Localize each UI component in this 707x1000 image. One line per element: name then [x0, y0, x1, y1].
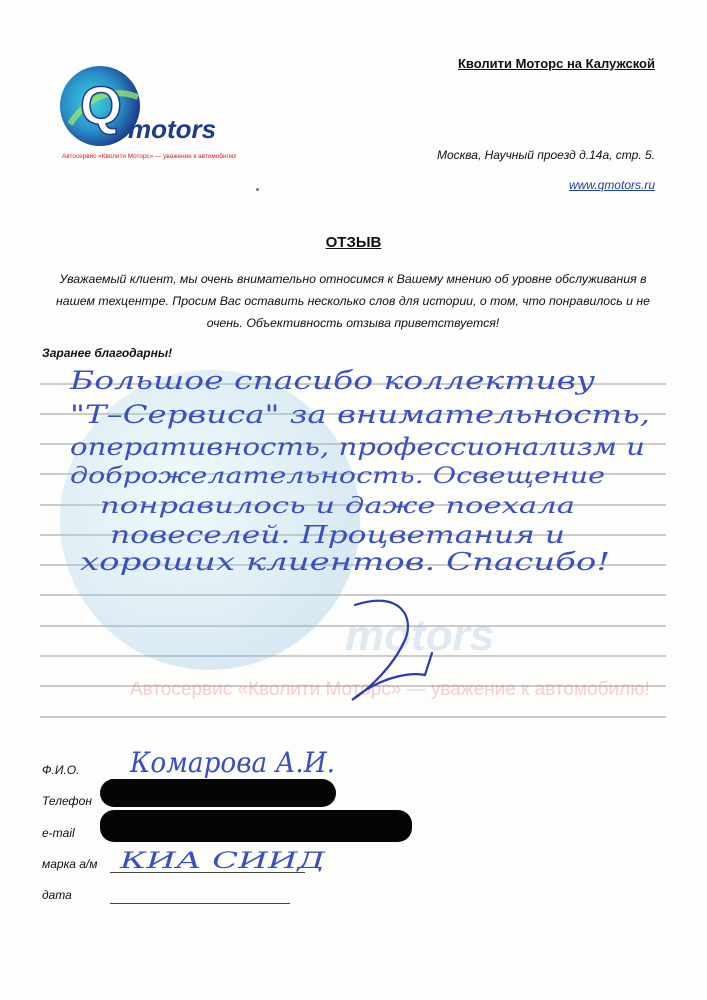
logo-letter: Q [80, 76, 123, 136]
review-line-5: понравилось и даже поехала [100, 494, 575, 519]
qmotors-logo [58, 62, 248, 162]
website-link[interactable]: www.qmotors.ru [568, 178, 655, 192]
intro-text: Уважаемый клиент, мы очень внимательно относимся к Вашему мнению об уровне обслуживания в нашем техцентре. Просим Вас оставить несколько слов для истории, о том, что понравилось и не очень. Объективность отзыва приветствуется! [55, 272, 651, 330]
stray-dot [256, 188, 259, 191]
email-label: e-mail [42, 826, 75, 840]
company-name: Кволити Моторс на Калужской [458, 56, 655, 71]
review-line-2: "Т–Сервиса" за внимательность, [70, 400, 650, 429]
car-value: КИА СИИД [118, 849, 327, 874]
fio-label: Ф.И.О. [42, 763, 80, 777]
page-title: ОТЗЫВ [325, 234, 382, 251]
review-line-6: повеселей. Процветания и [110, 521, 565, 549]
fio-value: Комарова А.И. [129, 746, 335, 779]
watermark-tagline: Автосервис «Кволити Моторс» — уважение к автомобилю! [130, 679, 650, 700]
date-underline [110, 903, 290, 904]
handwritten-review [60, 355, 660, 755]
review-line-3: оперативность, профессионализм и [70, 433, 645, 461]
car-label: марка а/м [42, 857, 98, 871]
review-line-7: хороших клиентов. Спасибо! [80, 548, 610, 576]
logo-wordmark: motors [128, 114, 217, 144]
form-handwriting [100, 728, 360, 888]
thanks-text: Заранее благодарны! [42, 346, 173, 360]
review-line-1: Большое спасибо коллективу [68, 366, 596, 395]
date-label: дата [42, 888, 72, 902]
logo-tagline: Автосервис «Кволити Моторс» — уважение к автомобилю! [62, 153, 237, 160]
review-line-4: доброжелательность. Освещение [70, 464, 605, 489]
watermark-wordmark: motors [345, 611, 495, 660]
phone-label: Телефон [42, 794, 92, 808]
company-address: Москва, Научный проезд д.14а, стр. 5. [436, 148, 655, 162]
signature-scribble [352, 601, 432, 700]
